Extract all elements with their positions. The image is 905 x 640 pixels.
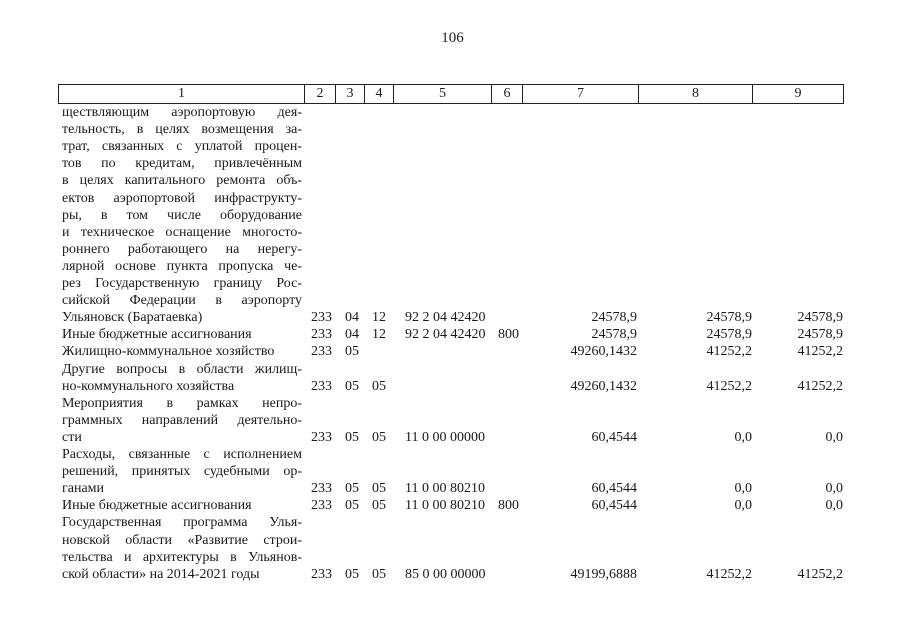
table-row-text xyxy=(0,446,905,463)
description-line: рез Государственную границу Рос- xyxy=(62,276,302,291)
col3-section: 04 xyxy=(345,327,359,343)
col4-subsection: 05 xyxy=(372,566,386,582)
description-line: тов по кредитам, привлечённым xyxy=(62,156,302,172)
table-row xyxy=(0,429,905,446)
description-line: сти xyxy=(62,429,82,445)
col9-value: 41252,2 xyxy=(797,566,843,582)
col8-value: 24578,9 xyxy=(706,327,752,343)
table-row-text xyxy=(0,532,905,549)
col7-value: 24578,9 xyxy=(591,310,637,326)
continuation-line xyxy=(0,275,905,292)
continuation-line xyxy=(0,155,905,172)
col3-section: 05 xyxy=(345,566,359,582)
description-line: Государственная программа Улья- xyxy=(62,515,302,531)
description-line: ществляющим аэропортовую дея- xyxy=(62,105,302,120)
col7-value: 49199,6888 xyxy=(570,566,637,582)
col2-code: 233 xyxy=(311,378,332,394)
header-col-3: 3 xyxy=(336,85,365,103)
col4-subsection: 12 xyxy=(372,327,386,343)
description-line: Жилищно-коммунальное хозяйство xyxy=(62,344,275,360)
col2-code: 233 xyxy=(311,310,332,326)
description-line: но-коммунального хозяйства xyxy=(62,378,235,394)
col5-target: 92 2 04 42420 xyxy=(405,327,486,343)
col4-subsection: 05 xyxy=(372,481,386,497)
col3-section: 05 xyxy=(345,498,359,514)
description-line: граммных направлений деятельно- xyxy=(62,412,302,428)
table-row xyxy=(0,326,905,343)
header-col-5: 5 xyxy=(394,85,492,103)
col9-value: 24578,9 xyxy=(797,327,843,343)
description-line: трат, связанных с уплатой процен- xyxy=(62,139,302,155)
table-row xyxy=(0,566,905,583)
col8-value: 0,0 xyxy=(734,429,752,445)
col7-value: 49260,1432 xyxy=(570,378,637,394)
header-col-6: 6 xyxy=(492,85,523,103)
col3-section: 04 xyxy=(345,310,359,326)
col7-value: 24578,9 xyxy=(591,327,637,343)
description-line: Иные бюджетные ассигнования xyxy=(62,498,252,514)
header-col-1: 1 xyxy=(59,85,305,103)
continuation-line xyxy=(0,121,905,138)
continuation-line xyxy=(0,172,905,189)
col5-target: 92 2 04 42420 xyxy=(405,310,486,326)
continuation-line xyxy=(0,292,905,309)
col2-code: 233 xyxy=(311,566,332,582)
header-col-7: 7 xyxy=(523,85,639,103)
continuation-line xyxy=(0,224,905,241)
description-line: тельность, в целях возмещения за- xyxy=(62,122,302,138)
col4-subsection: 05 xyxy=(372,498,386,514)
description-line: Расходы, связанные с исполнением xyxy=(62,447,302,462)
col7-value: 60,4544 xyxy=(591,498,637,514)
table-row-text xyxy=(0,514,905,531)
description-line: Ульяновск (Баратаевка) xyxy=(62,310,203,326)
continuation-line xyxy=(0,241,905,258)
description-line: ганами xyxy=(62,481,105,497)
col2-code: 233 xyxy=(311,481,332,497)
continuation-line xyxy=(0,207,905,224)
table-row-text xyxy=(0,395,905,412)
col3-section: 05 xyxy=(345,378,359,394)
col8-value: 0,0 xyxy=(734,481,752,497)
col3-section: 05 xyxy=(345,344,359,360)
description-line: в целях капитального ремонта объ- xyxy=(62,173,302,189)
col2-code: 233 xyxy=(311,327,332,343)
header-col-9: 9 xyxy=(753,85,844,103)
table-row xyxy=(0,343,905,360)
table-row-text xyxy=(0,463,905,480)
col4-subsection: 05 xyxy=(372,429,386,445)
table-row xyxy=(0,497,905,514)
col5-target: 11 0 00 80210 xyxy=(405,481,485,497)
col9-value: 41252,2 xyxy=(797,378,843,394)
col9-value: 0,0 xyxy=(825,481,843,497)
col4-subsection: 12 xyxy=(372,310,386,326)
table-row xyxy=(0,378,905,395)
header-col-8: 8 xyxy=(639,85,753,103)
col3-section: 05 xyxy=(345,429,359,445)
description-line: решений, принятых судебными ор- xyxy=(62,464,302,480)
table-row-text xyxy=(0,412,905,429)
col9-value: 0,0 xyxy=(825,498,843,514)
col9-value: 0,0 xyxy=(825,429,843,445)
col4-subsection: 05 xyxy=(372,378,386,394)
table-row xyxy=(0,480,905,497)
col8-value: 24578,9 xyxy=(706,310,752,326)
description-line: ской области» на 2014-2021 годы xyxy=(62,566,260,582)
col2-code: 233 xyxy=(311,344,332,360)
description-line: лярной основе пункта пропуска че- xyxy=(62,258,302,274)
col8-value: 41252,2 xyxy=(706,378,752,394)
description-line: Иные бюджетные ассигнования xyxy=(62,327,252,343)
table-header xyxy=(58,84,844,104)
continuation-line xyxy=(0,190,905,207)
description-line: Другие вопросы в области жилищ- xyxy=(62,361,302,377)
col7-value: 49260,1432 xyxy=(570,344,637,360)
header-col-2: 2 xyxy=(305,85,336,103)
col2-code: 233 xyxy=(311,429,332,445)
continuation-line xyxy=(0,258,905,275)
table-row xyxy=(0,309,905,326)
description-line: ектов аэропортовой инфраструкту- xyxy=(62,190,302,206)
col8-value: 41252,2 xyxy=(706,344,752,360)
col5-target: 11 0 00 80210 xyxy=(405,498,485,514)
description-line: тельства и архитектуры в Ульянов- xyxy=(62,549,302,565)
description-line: роннего работающего на нерегу- xyxy=(62,241,302,257)
header-col-4: 4 xyxy=(365,85,394,103)
description-line: новской области «Развитие строи- xyxy=(62,532,302,548)
col5-target: 11 0 00 00000 xyxy=(405,429,485,445)
col5-target: 85 0 00 00000 xyxy=(405,566,486,582)
description-line: и техническое оснащение многосто- xyxy=(62,224,302,240)
table-row-text xyxy=(0,549,905,566)
description-line: ры, в том числе оборудование xyxy=(62,207,302,223)
table-row-text xyxy=(0,361,905,378)
page-number: 106 xyxy=(441,30,464,46)
col7-value: 60,4544 xyxy=(591,429,637,445)
col2-code: 233 xyxy=(311,498,332,514)
col3-section: 05 xyxy=(345,481,359,497)
description-line: сийской Федерации в аэропорту xyxy=(62,293,302,309)
continuation-line xyxy=(0,138,905,155)
col9-value: 41252,2 xyxy=(797,344,843,360)
col6-type: 800 xyxy=(498,327,519,343)
col9-value: 24578,9 xyxy=(797,310,843,326)
col7-value: 60,4544 xyxy=(591,481,637,497)
col8-value: 0,0 xyxy=(734,498,752,514)
col8-value: 41252,2 xyxy=(706,566,752,582)
description-line: Мероприятия в рамках непро- xyxy=(62,395,302,411)
col6-type: 800 xyxy=(498,498,519,514)
continuation-line xyxy=(0,104,905,121)
